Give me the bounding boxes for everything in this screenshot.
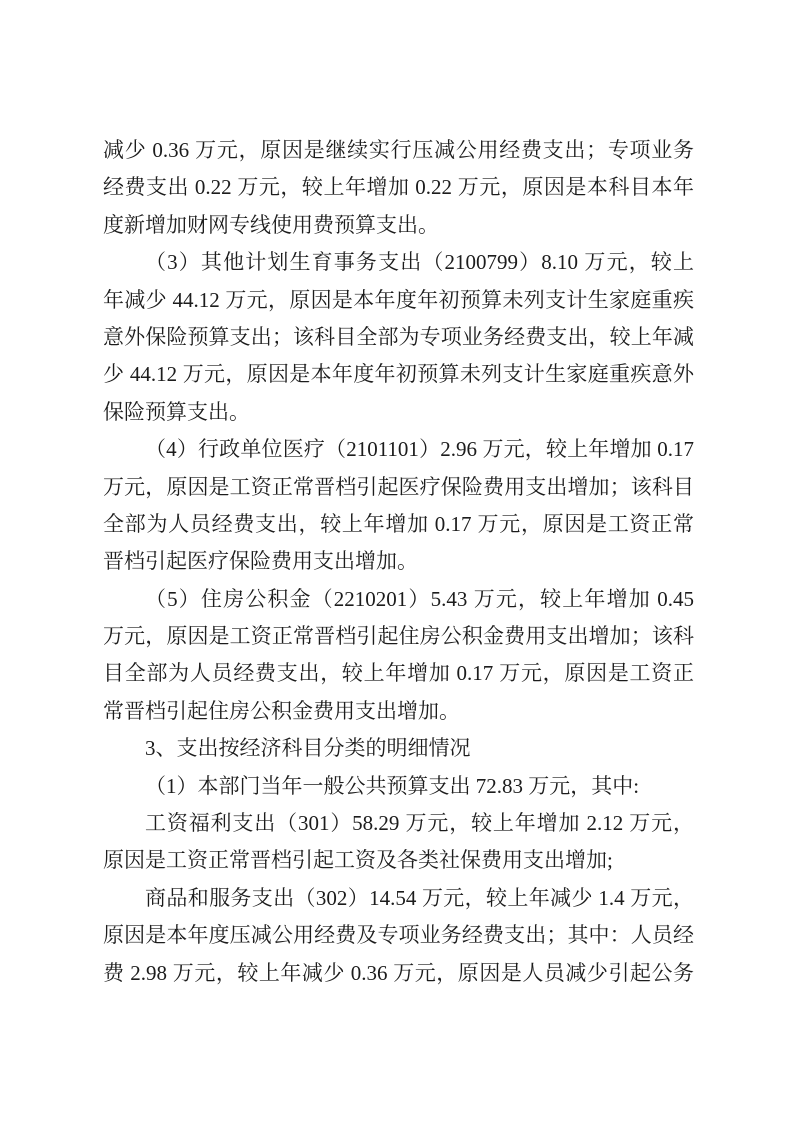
section-heading-line: 3、支出按经济科目分类的明细情况 (145, 736, 471, 761)
text-line: 费 2.98 万元，较上年减少 0.36 万元，原因是人员减少引起公务 (103, 960, 694, 985)
text-line: 工资福利支出（301）58.29 万元，较上年增加 2.12 万元， (145, 811, 694, 836)
text-line: 万元，原因是工资正常晋档引起住房公积金费用支出增加；该科 (103, 624, 694, 649)
text-line: 少 44.12 万元，原因是本年度年初预算未列支计生家庭重疾意外 (103, 362, 694, 387)
text-line: （3）其他计划生育事务支出（2100799）8.10 万元，较上 (145, 250, 694, 275)
text-line: 全部为人员经费支出，较上年增加 0.17 万元，原因是工资正常 (103, 511, 694, 536)
text-line: 减少 0.36 万元，原因是继续实行压减公用经费支出；专项业务 (103, 138, 694, 162)
document-text-block (103, 132, 694, 992)
text-line: （5）住房公积金（2210201）5.43 万元，较上年增加 0.45 (145, 586, 694, 611)
text-line: 年减少 44.12 万元，原因是本年度年初预算未列支计生家庭重疾 (103, 287, 694, 312)
text-line: 常晋档引起住房公积金费用支出增加。 (103, 698, 460, 723)
text-line: 度新增加财网专线使用费预算支出。 (103, 212, 439, 237)
text-line: （4）行政单位医疗（2101101）2.96 万元，较上年增加 0.17 (145, 437, 694, 462)
text-line: 保险预算支出。 (103, 399, 250, 424)
text-line: 原因是工资正常晋档引起工资及各类社保费用支出增加; (103, 848, 613, 873)
text-line: 万元，原因是工资正常晋档引起医疗保险费用支出增加；该科目 (103, 474, 694, 499)
text-line: 目全部为人员经费支出，较上年增加 0.17 万元，原因是工资正 (103, 661, 694, 686)
text-line: 意外保险预算支出；该科目全部为专项业务经费支出，较上年减 (103, 324, 694, 349)
text-line: 晋档引起医疗保险费用支出增加。 (103, 549, 418, 574)
text-line: 原因是本年度压减公用经费及专项业务经费支出；其中：人员经 (103, 923, 694, 948)
text-line: 商品和服务支出（302）14.54 万元，较上年减少 1.4 万元， (145, 885, 694, 910)
text-line: 经费支出 0.22 万元，较上年增加 0.22 万元，原因是本科目本年 (103, 175, 694, 200)
text-line: （1）本部门当年一般公共预算支出 72.83 万元，其中: (145, 773, 640, 798)
